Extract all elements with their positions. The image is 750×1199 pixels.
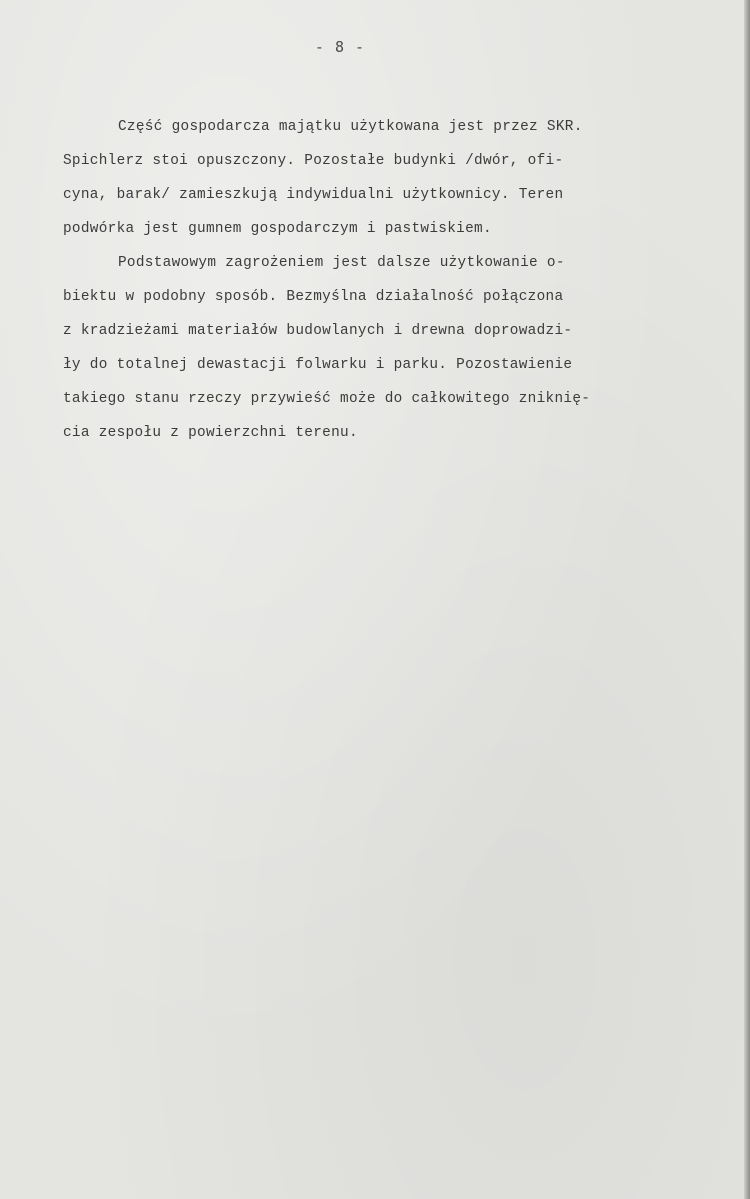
text-line: cia zespołu z powierzchni terenu. [63,425,358,441]
text-line: Podstawowym zagrożeniem jest dalsze użytkowanie o- [118,255,565,271]
paragraph-1 [63,110,723,246]
document-body [63,110,723,450]
paragraph-2 [63,246,723,450]
page-edge-shadow [744,0,750,1199]
text-line: Spichlerz stoi opuszczony. Pozostałe budynki /dwór, ofi- [63,153,564,169]
text-line: Część gospodarcza majątku użytkowana jest przez SKR. [118,119,583,135]
text-line: cyna, barak/ zamieszkują indywidualni użytkownicy. Teren [63,187,564,203]
text-line: ły do totalnej dewastacji folwarku i parku. Pozostawienie [63,357,573,373]
page-number: - 8 - [314,38,366,56]
text-line: takiego stanu rzeczy przywieść może do całkowitego zniknię- [63,391,591,407]
text-line: podwórka jest gumnem gospodarczym i pastwiskiem. [63,221,492,237]
text-line: biektu w podobny sposób. Bezmyślna działalność połączona [63,289,564,305]
text-line: z kradzieżami materiałów budowlanych i drewna doprowadzi- [63,323,573,339]
